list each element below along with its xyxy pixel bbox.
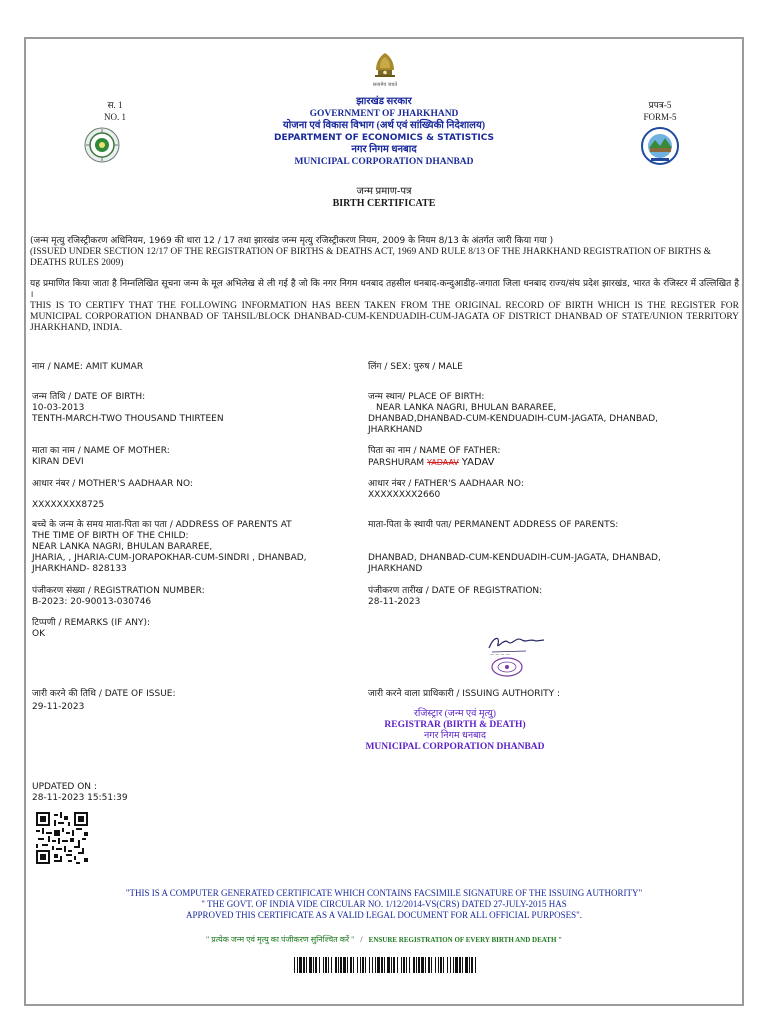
barcode-bar: [450, 957, 451, 973]
dept-hi: योजना एवं विकास विभाग (अर्थ एवं सांख्यिकी निदेशालय): [282, 120, 486, 131]
updated-on-label: UPDATED ON :: [32, 782, 97, 792]
authority-hi: रजिस्ट्रार (जन्म एवं मृत्यु): [414, 709, 496, 719]
registration-number-value: B-2023: 20-90013-030746: [32, 597, 152, 607]
barcode-bar: [428, 957, 430, 973]
mother-label: माता का नाम / NAME OF MOTHER:: [32, 446, 170, 456]
form-hi: प्रपत्र-5: [648, 100, 672, 110]
address-at-birth-line-1: NEAR LANKA NAGRI, BHULAN BARAREE,: [32, 542, 213, 552]
barcode-bar: [328, 957, 329, 973]
barcode-bar: [319, 957, 320, 973]
footer-note-3: APPROVED THIS CERTIFICATE AS A VALID LEGAL DOCUMENT FOR ALL OFFICIAL PURPOSES".: [185, 910, 583, 920]
title-en: BIRTH CERTIFICATE: [332, 198, 436, 209]
barcode-bar: [357, 957, 358, 973]
permanent-address-line-2: JHARKHAND: [368, 564, 423, 574]
registrar-signature-icon: [486, 632, 548, 656]
father-aadhaar-field: [368, 479, 524, 501]
slogan-en: ENSURE REGISTRATION OF EVERY BIRTH AND DEATH ": [368, 936, 563, 944]
updated-on-field: [32, 782, 128, 804]
barcode-bar: [455, 957, 458, 973]
issuing-authority-field: [368, 689, 560, 700]
father-aadhaar-value: XXXXXXXX2660: [368, 490, 441, 500]
barcode-bar: [391, 957, 392, 973]
dept-en: DEPARTMENT OF ECONOMICS & STATISTICS: [273, 133, 495, 143]
sex-value: पुरुष / MALE: [413, 362, 463, 372]
barcode-bar: [372, 957, 373, 973]
barcode-bar: [313, 957, 314, 973]
dob-value: 10-03-2013: [32, 403, 85, 413]
registration-number-field: [32, 586, 205, 608]
barcode-bar: [306, 957, 307, 973]
registrar-stamp-icon: [490, 656, 524, 678]
barcode-bar: [471, 957, 473, 973]
form-en: FORM-5: [643, 112, 677, 122]
issuing-authority-label: जारी करने वाला प्राधिकारी / ISSUING AUTHORITY :: [368, 689, 561, 699]
barcode-bar: [347, 957, 348, 973]
father-aadhaar-label: आधार नंबर / FATHER'S AADHAAR NO:: [368, 479, 524, 489]
registration-slogan: [40, 935, 728, 945]
pob-field: [368, 392, 658, 436]
form-number: [630, 99, 690, 123]
barcode-bar: [387, 957, 390, 973]
authority-en: REGISTRAR (BIRTH & DEATH): [384, 720, 526, 730]
updated-on-value: 28-11-2023 15:51:39: [32, 793, 128, 803]
father-struck-surname: YADAAV: [427, 458, 459, 467]
barcode-bar: [413, 957, 415, 973]
pob-label: जन्म स्थान/ PLACE OF BIRTH:: [368, 392, 485, 402]
barcode-bar: [381, 957, 383, 973]
pob-line-1: NEAR LANKA NAGRI, BHULAN BARAREE,: [376, 403, 557, 413]
slogan-hi: " प्रत्येक जन्म एवं मृत्यु का पंजीकरण सुनिश्चित करें ": [205, 935, 355, 944]
serial-number: [95, 99, 135, 123]
corp-en: MUNICIPAL CORPORATION DHANBAD: [294, 157, 474, 167]
barcode-bar: [440, 957, 442, 973]
father-field: [368, 446, 500, 469]
name-label: नाम / NAME:: [32, 362, 83, 372]
father-value: PARSHURAM: [368, 458, 425, 468]
barcode-bar: [353, 957, 354, 973]
certify-hi: यह प्रमाणित किया जाता है निम्नलिखित सूचना जन्म के मूल अभिलेख से ली गई है जो कि नगर निगम धनबाद तहसील धनबाद-कन्दुआडीह-जगाता जिला धनबाद राज्य/संघ प्रदेश झारखंड, भारत के रजिस्टर में उल्लिखित है ।: [30, 279, 739, 300]
barcode-bar: [365, 957, 366, 973]
sex-field: [368, 362, 463, 373]
barcode-bar: [406, 957, 407, 973]
sex-label: लिंग / SEX:: [368, 362, 411, 372]
footer-notes: [40, 888, 728, 921]
remarks-field: [32, 618, 150, 640]
barcode-bar: [303, 957, 305, 973]
footer-note-1: "THIS IS A COMPUTER GENERATED CERTIFICATE WHICH CONTAINS FACSIMILE SIGNATURE OF THE ISSUING AUTHORITY": [125, 888, 643, 898]
barcode-bar: [299, 957, 302, 973]
barcode-bar: [309, 957, 312, 973]
barcode-bar: [350, 957, 352, 973]
barcode-icon: [294, 957, 476, 973]
barcode-bar: [393, 957, 395, 973]
barcode-bar: [360, 957, 361, 973]
barcode-bar: [459, 957, 461, 973]
corp-hi: नगर निगम धनबाद: [351, 144, 417, 155]
barcode-bar: [294, 957, 295, 973]
father-corrected-surname: YADAV: [461, 457, 495, 468]
preamble: [30, 236, 739, 269]
barcode-bar: [453, 957, 454, 973]
mother-aadhaar-label: आधार नंबर / MOTHER'S AADHAAR NO:: [32, 479, 193, 489]
barcode-bar: [425, 957, 426, 973]
certify-en: THIS IS TO CERTIFY THAT THE FOLLOWING INFORMATION HAS BEEN TAKEN FROM THE ORIGINAL RECORD OF BIRTH WHICH IS THE REGISTER FOR MUNICIPAL CORPORATION DHANBAD OF TAHSIL/BLOCK DHANBAD-CUM-KENDUADIH-CUM-JAGATA OF DISTRICT DHANBAD OF STATE/UNION TERRITORY JHARKHAND, INDIA.: [30, 301, 739, 333]
state-en: GOVERNMENT OF JHARKHAND: [309, 109, 459, 119]
svg-text:— — — —: — — — —: [490, 652, 510, 656]
barcode-bar: [416, 957, 417, 973]
barcode-bar: [421, 957, 424, 973]
footer-note-2: " THE GOVT. OF INDIA VIDE CIRCULAR NO. 1/12/2014-VS(CRS) DATED 27-JULY-2015 HAS: [201, 899, 567, 909]
dob-words: TENTH-MARCH-TWO THOUSAND THIRTEEN: [32, 414, 224, 424]
permanent-address-line-1: DHANBAD, DHANBAD-CUM-KENDUADIH-CUM-JAGATA, DHANBAD,: [368, 553, 661, 563]
barcode-bar: [375, 957, 376, 973]
mother-field: [32, 446, 170, 468]
barcode-bar: [462, 957, 463, 973]
issued-under-en: (ISSUED UNDER SECTION 12/17 OF THE REGISTRATION OF BIRTHS & DEATHS ACT, 1969 AND RULE 8/13 OF THE JHARKHAND REGISTRATION OF BIRTHS & DEATHS RULES 2009): [30, 247, 712, 268]
address-at-birth-field: [32, 520, 362, 575]
address-at-birth-line-3: JHARKHAND- 828133: [32, 564, 127, 574]
dob-field: [32, 392, 224, 425]
issue-date-value: 29-11-2023: [32, 702, 85, 712]
pob-line-3: JHARKHAND: [368, 425, 423, 435]
registration-date-field: [368, 586, 542, 608]
barcode-bar: [297, 957, 298, 973]
barcode-bar: [315, 957, 317, 973]
state-hi: झारखंड सरकार: [356, 96, 412, 107]
barcode-bar: [338, 957, 339, 973]
barcode-bar: [447, 957, 448, 973]
qr-code-icon: [36, 812, 88, 864]
slogan-separator: /: [360, 935, 363, 944]
permanent-address-field: [368, 520, 738, 575]
mother-aadhaar-value: XXXXXXXX8725: [32, 500, 105, 510]
barcode-bar: [369, 957, 370, 973]
barcode-bar: [340, 957, 342, 973]
father-value-row: [368, 457, 500, 469]
certification-text: [30, 279, 739, 334]
serial-en: NO. 1: [104, 112, 126, 122]
certificate-title: [234, 186, 534, 210]
mother-value: KIRAN DEVI: [32, 457, 84, 467]
dob-label: जन्म तिथि / DATE OF BIRTH:: [32, 392, 146, 402]
permanent-address-label: माता-पिता के स्थायी पता/ PERMANENT ADDRESS OF PARENTS:: [368, 520, 619, 530]
issue-date-field: [32, 689, 176, 713]
issued-under-hi: (जन्म मृत्यु रजिस्ट्रीकरण अधिनियम, 1969 की धारा 12 / 17 तथा झारखंड जन्म मृत्यु रजिस्ट्रीकरण नियम, 2009 के नियम 8/13 के अंतर्गत जारी किया गया ): [30, 236, 554, 246]
barcode-bar: [409, 957, 410, 973]
father-label: पिता का नाम / NAME OF FATHER:: [368, 446, 501, 456]
barcode-bar: [384, 957, 385, 973]
name-field: [32, 362, 143, 373]
jharkhand-state-seal-icon: [84, 127, 120, 163]
authority-corp-hi: नगर निगम धनबाद: [423, 731, 487, 741]
ashoka-emblem-icon: [370, 50, 400, 82]
barcode-bar: [431, 957, 432, 973]
barcode-bar: [401, 957, 402, 973]
address-at-birth-line-2: JHARIA, , JHARIA-CUM-JORAPOKHAR-CUM-SINDRI , DHANBAD,: [32, 553, 307, 563]
registration-date-value: 28-11-2023: [368, 597, 421, 607]
remarks-label: टिप्पणी / REMARKS (IF ANY):: [32, 618, 151, 628]
barcode-bar: [418, 957, 420, 973]
registration-date-label: पंजीकरण तारीख / DATE OF REGISTRATION:: [368, 586, 543, 596]
barcode-bar: [335, 957, 337, 973]
barcode-bar: [362, 957, 364, 973]
registration-number-label: पंजीकरण संख्या / REGISTRATION NUMBER:: [32, 586, 205, 596]
barcode-bar: [443, 957, 444, 973]
dhanbad-municipal-seal-icon: [639, 126, 681, 166]
barcode-bar: [403, 957, 405, 973]
barcode-bar: [343, 957, 346, 973]
issuing-authority-block: [330, 709, 580, 753]
remarks-value: OK: [32, 629, 45, 639]
barcode-bar: [377, 957, 380, 973]
barcode-bar: [435, 957, 436, 973]
barcode-bar: [475, 957, 476, 973]
name-value: AMIT KUMAR: [85, 362, 144, 372]
serial-hi: स. 1: [107, 100, 123, 110]
authority-corp-en: MUNICIPAL CORPORATION DHANBAD: [365, 742, 545, 752]
barcode-bar: [397, 957, 398, 973]
issue-date-label: जारी करने की तिथि / DATE OF ISSUE:: [32, 689, 176, 699]
barcode-bar: [323, 957, 324, 973]
emblem-motto: सत्यमेव जयते: [372, 82, 398, 88]
barcode-bar: [469, 957, 470, 973]
barcode-bar: [465, 957, 468, 973]
barcode-bar: [438, 957, 439, 973]
header-block: [234, 96, 534, 168]
barcode-bar: [325, 957, 327, 973]
title-hi: जन्म प्रमाण-पत्र: [356, 186, 412, 197]
address-at-birth-label-2: THE TIME OF BIRTH OF THE CHILD:: [32, 531, 189, 541]
pob-line-2: DHANBAD,DHANBAD-CUM-KENDUADIH-CUM-JAGATA, DHANBAD,: [368, 414, 658, 424]
barcode-bar: [331, 957, 332, 973]
address-at-birth-label-1: बच्चे के जन्म के समय माता-पिता का पता / ADDRESS OF PARENTS AT: [32, 520, 292, 530]
mother-aadhaar-field: [32, 479, 193, 511]
